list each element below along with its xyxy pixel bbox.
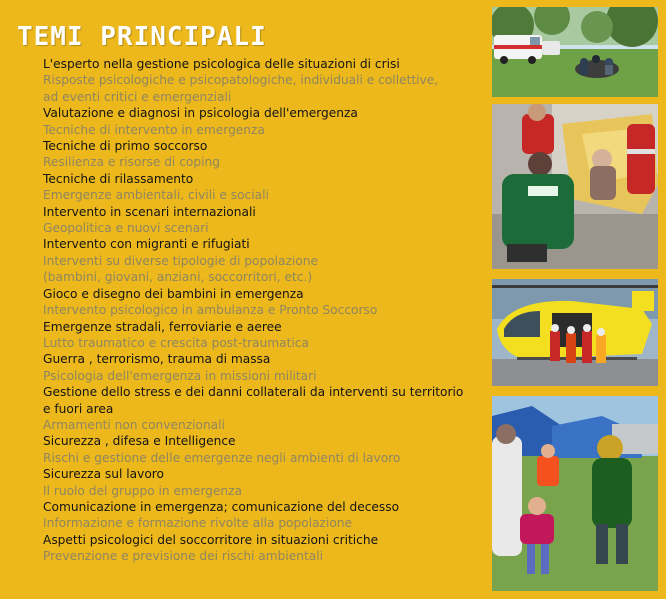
topic-item: Tecniche di intervento in emergenza (43, 122, 265, 137)
topic-item: (bambini, giovani, anziani, soccorritori, etc.) (43, 270, 313, 285)
topic-item: Aspetti psicologici del soccorritore in situazioni critiche (43, 532, 379, 547)
topic-item: Valutazione e diagnosi in psicologia dell'emergenza (43, 106, 358, 121)
topic-item: Comunicazione in emergenza; comunicazione del decesso (43, 499, 400, 514)
helicopter-photo (492, 279, 658, 386)
topic-item: Guerra , terrorismo, trauma di massa (43, 352, 271, 367)
topic-item: Informazione e formazione rivolte alla popolazione (43, 516, 353, 531)
topic-item: Prevenzione e previsione dei rischi ambientali (43, 549, 324, 564)
topic-item: Tecniche di primo soccorso (43, 139, 208, 154)
topic-item: Armamenti non convenzionali (43, 417, 225, 432)
topic-item: Emergenze stradali, ferroviarie e aeree (43, 319, 282, 334)
topic-item: Resilienza e risorse di coping (43, 155, 220, 170)
topic-item: Sicurezza , difesa e Intelligence (43, 434, 236, 449)
topic-item: Il ruolo del gruppo in emergenza (43, 483, 243, 498)
topic-item: ad eventi critici e emergenziali (43, 89, 232, 104)
topic-item: Sicurezza sul lavoro (43, 467, 164, 482)
rescuers-photo (492, 104, 658, 269)
topic-item: Intervento psicologico in ambulanza e Pronto Soccorso (43, 303, 378, 318)
children-camp-photo (492, 396, 658, 591)
topic-item: Tecniche di rilassamento (43, 171, 194, 186)
topic-item: Intervento in scenari internazionali (43, 204, 256, 219)
topic-item: Interventi su diverse tipologie di popolazione (43, 253, 318, 268)
topic-item: Intervento con migranti e rifugiati (43, 237, 250, 252)
topic-list (43, 56, 483, 565)
topic-item: Lutto traumatico e crescita post-traumatica (43, 335, 309, 350)
ambulance-photo (492, 7, 658, 97)
topic-item: Psicologia dell'emergenza in missioni militari (43, 368, 317, 383)
topic-item: Emergenze ambientali, civili e sociali (43, 188, 269, 203)
topic-item: e fuori area (43, 401, 114, 416)
topic-item: Gestione dello stress e dei danni collaterali da interventi su territorio (43, 385, 464, 400)
page-title: TEMI PRINCIPALI (17, 22, 267, 52)
topic-item: Gioco e disegno dei bambini in emergenza (43, 286, 304, 301)
topic-item: Risposte psicologiche e psicopatologiche, individuali e collettive, (43, 73, 439, 88)
topic-item: Geopolitica e nuovi scenari (43, 221, 209, 236)
topic-item: Rischi e gestione delle emergenze negli ambienti di lavoro (43, 450, 401, 465)
topic-item: L'esperto nella gestione psicologica delle situazioni di crisi (43, 57, 400, 71)
